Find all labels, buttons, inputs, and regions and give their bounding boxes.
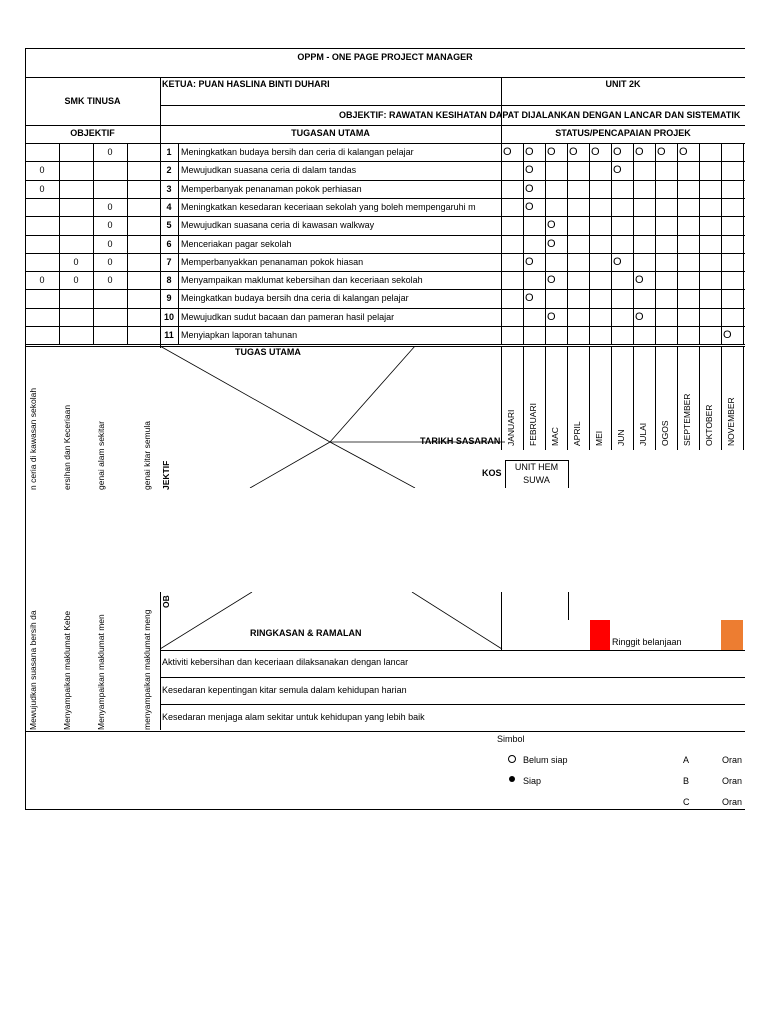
task-text: Meningkatkan kesedaran keceriaan sekolah yang boleh mempengaruhi m [181, 202, 476, 212]
status-mark: O [525, 201, 534, 213]
status-mark: O [547, 274, 556, 286]
objective-mark: 0 [107, 275, 113, 285]
objective-mark: 0 [107, 202, 113, 212]
status-mark: O [525, 146, 534, 158]
task-text: Meingkatkan budaya bersih dna ceria di kalangan pelajar [181, 293, 409, 303]
task-text: Meningkatkan budaya bersih dan ceria di kalangan pelajar [181, 147, 414, 157]
task-text: Menyampaikan maklumat kebersihan dan keceriaan sekolah [181, 275, 423, 285]
objective-mark: 0 [107, 257, 113, 267]
objective-mark: 0 [107, 147, 113, 157]
tugas-utama-label: TUGAS UTAMA [235, 347, 301, 357]
task-number: 11 [164, 330, 174, 340]
status-mark: O [613, 164, 622, 176]
task-text: Mewujudkan suasana ceria di dalam tandas [181, 165, 357, 175]
filled-circle-icon [509, 776, 515, 782]
tarikh-sasaran-label: TARIKH SASARAN [420, 436, 501, 446]
status-mark: O [547, 219, 556, 231]
status-mark: O [525, 164, 534, 176]
objective-mark: 0 [73, 275, 79, 285]
rotated-bottom-1: Mewujudkan suasana bersih da [28, 610, 38, 730]
legend-belum-siap: Belum siap [523, 755, 568, 765]
month-label: SEPTEMBER [682, 393, 692, 446]
month-label: FEBRUARI [528, 403, 538, 446]
month-label: MEI [594, 430, 604, 446]
project-leader: KETUA: PUAN HASLINA BINTI DUHARI [162, 79, 330, 89]
status-mark: O [547, 146, 556, 158]
legend-key-c: C [683, 797, 690, 807]
task-number: 6 [166, 239, 172, 249]
month-label: OGOS [660, 420, 670, 446]
month-label: JULAI [638, 422, 648, 446]
summary-line-2: Kesedaran kepentingan kitar semula dalam kehidupan harian [162, 685, 407, 695]
task-number: 1 [166, 147, 172, 157]
budget-orange-swatch [721, 620, 743, 650]
task-number: 3 [166, 184, 172, 194]
open-circle-icon [508, 755, 516, 763]
month-label: MAC [550, 427, 560, 446]
sheet-title: OPPM - ONE PAGE PROJECT MANAGER [297, 52, 473, 62]
status-mark: O [679, 146, 688, 158]
tugasan-header: TUGASAN UTAMA [291, 128, 370, 138]
legend-key-a: A [683, 755, 690, 765]
task-text: Memperbanyak penanaman pokok perhiasan [181, 184, 362, 194]
rotated-top-4: genai kitar semula [142, 421, 152, 490]
status-mark: O [525, 183, 534, 195]
legend-key-a-label: Oran [722, 755, 743, 765]
status-header: STATUS/PENCAPAIAN PROJEK [555, 128, 691, 138]
task-number: 8 [166, 275, 172, 285]
objektif-rotated-b: OB [161, 595, 171, 608]
rotated-bottom-4: menyampaikan maklumat meng [142, 609, 152, 730]
school-name: SMK TINUSA [64, 96, 121, 106]
status-mark: O [569, 146, 578, 158]
status-mark: O [547, 238, 556, 250]
budget-label: Ringgit belanjaan [612, 637, 682, 647]
unit-label: UNIT 2K [605, 79, 641, 89]
summary-line-1: Aktiviti kebersihan dan keceriaan dilaksanakan dengan lancar [162, 657, 409, 667]
status-mark: O [547, 311, 556, 323]
rotated-bottom-2: Menyampaikan maklumat Kebe [62, 610, 72, 730]
lower-cross-diagram [160, 592, 505, 650]
status-mark: O [525, 256, 534, 268]
objective-mark: 0 [73, 257, 79, 267]
month-label: APRIL [572, 421, 582, 446]
status-mark: O [635, 274, 644, 286]
task-text: Mewujudkan suasana ceria di kawasan walkway [181, 220, 375, 230]
month-label: NOVEMBER [726, 397, 736, 446]
status-mark: O [723, 329, 732, 341]
status-mark: O [613, 146, 622, 158]
status-mark: O [635, 311, 644, 323]
status-mark: O [591, 146, 600, 158]
legend-key-c-label: Oran [722, 797, 743, 807]
month-label: JANUARI [506, 409, 516, 446]
status-mark: O [613, 256, 622, 268]
summary-line-3: Kesedaran menjaga alam sekitar untuk kehidupan yang lebih baik [162, 712, 425, 722]
task-number: 7 [166, 257, 172, 267]
rotated-top-2: ersihan dan Keceriaan [62, 404, 72, 490]
month-label: JUN [616, 429, 626, 446]
month-label: OKTOBER [704, 404, 714, 446]
task-text: Menceriakan pagar sekolah [181, 239, 292, 249]
kos-label: KOS [482, 468, 502, 478]
task-text: Menyiapkan laporan tahunan [181, 330, 298, 340]
rotated-bottom-3: Menyampaikan maklumat men [96, 614, 106, 730]
cross-diagram [160, 346, 505, 488]
task-number: 9 [166, 293, 172, 303]
legend-key-b-label: Oran [722, 776, 743, 786]
objektif-header: OBJEKTIF [70, 128, 115, 138]
legend-siap: Siap [523, 776, 542, 786]
task-number: 2 [166, 165, 172, 175]
rotated-top-3: genai alam sekitar [96, 421, 106, 490]
rotated-top-1: n ceria di kawasan sekolah [28, 387, 38, 490]
task-number: 4 [166, 202, 172, 212]
task-number: 5 [166, 220, 172, 230]
status-mark: O [503, 146, 512, 158]
task-text: Mewujudkan sudut bacaan dan pameran hasil pelajar [181, 312, 395, 322]
objektif-rotated-a: JEKTIF [161, 460, 171, 490]
task-text: Memperbanyakkan penanaman pokok hiasan [181, 257, 364, 267]
unit-box-line1: UNIT HEM [514, 462, 559, 472]
objective-mark: 0 [39, 165, 45, 175]
legend-simbol: Simbol [497, 734, 525, 744]
status-mark: O [525, 292, 534, 304]
project-objective: OBJEKTIF: RAWATAN KESIHATAN DAPAT DIJALANKAN DENGAN LANCAR DAN SISTEMATIK [339, 110, 741, 120]
objective-mark: 0 [107, 220, 113, 230]
task-number: 10 [163, 312, 174, 322]
legend-key-b: B [683, 776, 690, 786]
budget-red-swatch [590, 620, 610, 650]
summary-title: RINGKASAN & RAMALAN [250, 628, 362, 638]
objective-mark: 0 [107, 239, 113, 249]
objective-mark: 0 [39, 275, 45, 285]
status-mark: O [635, 146, 644, 158]
objective-mark: 0 [39, 184, 45, 194]
unit-box-line2: SUWA [523, 475, 550, 485]
status-mark: O [657, 146, 666, 158]
